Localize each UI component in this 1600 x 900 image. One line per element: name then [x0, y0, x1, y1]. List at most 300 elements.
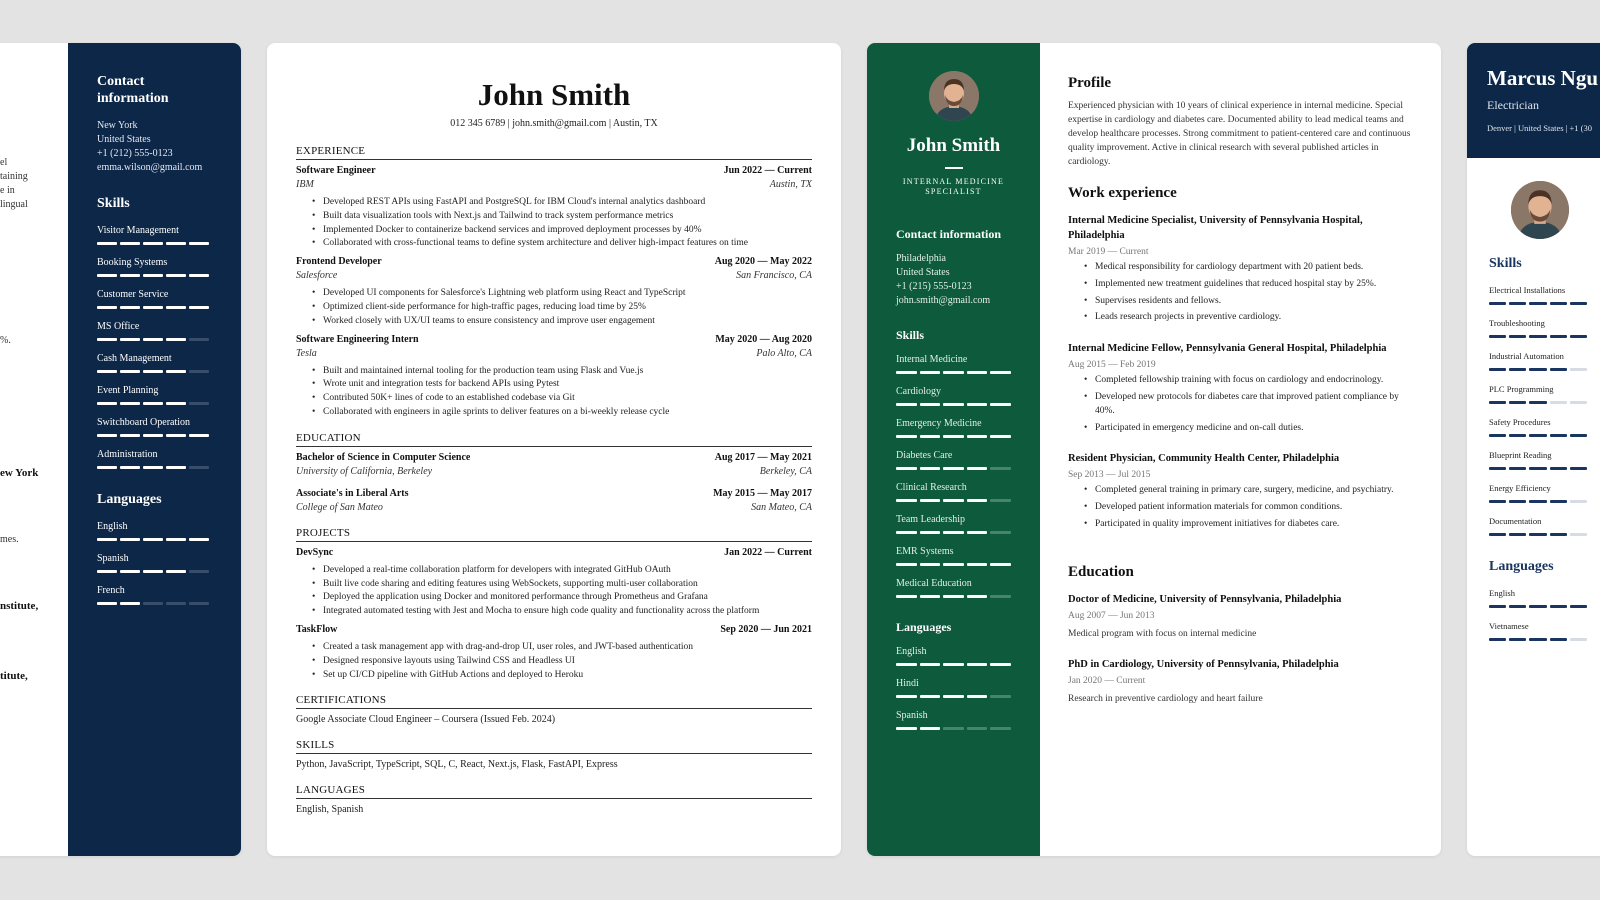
education-heading: EDUCATION [296, 431, 812, 447]
text-fragment: %. [0, 335, 11, 346]
skill-level-segment [967, 531, 988, 534]
skill-level-segment [143, 370, 163, 373]
skill-item [896, 481, 1011, 502]
skill-level-segment [1529, 302, 1546, 305]
bullet-item: • Collaborated with cross-functional teams to define system architecture and deliver high-impact features on time [296, 237, 812, 251]
skill-level-segment [1550, 335, 1567, 338]
contact-line: New York [97, 120, 138, 131]
job-location: San Francisco, CA [736, 270, 812, 282]
skill-level-segment [920, 371, 941, 374]
job-header [296, 164, 812, 178]
skill-level-bar [1489, 434, 1587, 437]
education-description: Research in preventive cardiology and heart failure [1068, 693, 1263, 704]
skill-level-segment [1489, 401, 1506, 404]
resume-body [1467, 181, 1600, 641]
job-company: Tesla [296, 347, 317, 359]
text-fragment: el [0, 157, 8, 168]
contact-line: +1 (215) 555-0123 [896, 280, 972, 292]
skill-level-segment [1509, 500, 1526, 503]
skill-level-segment [97, 370, 117, 373]
job-dates: May 2020 — Aug 2020 [715, 333, 812, 345]
skill-level-segment [120, 570, 140, 573]
skill-level-segment [896, 371, 917, 374]
experience-list [296, 164, 812, 420]
skill-level-segment [166, 466, 186, 469]
experience-heading: EXPERIENCE [296, 144, 812, 160]
skill-level-segment [143, 466, 163, 469]
text-fragment: mes. [0, 534, 19, 545]
skill-level-segment [943, 695, 964, 698]
skill-item [1489, 351, 1600, 371]
bullet-item: • Participated in emergency medicine and on-call duties. [1068, 422, 1413, 436]
skill-level-segment [967, 371, 988, 374]
skill-item [97, 520, 213, 541]
skill-level-bar [97, 570, 209, 573]
skill-level-segment [1550, 467, 1567, 470]
job-title: Internal Medicine Fellow, Pennsylvania General Hospital, Philadelphia [1068, 343, 1387, 355]
bullet-item: • Completed fellowship training with focus on cardiology and endocrinology. [1068, 374, 1413, 388]
job-subheader [296, 347, 812, 361]
skill-level-segment [990, 663, 1011, 666]
school-name: College of San Mateo [296, 501, 383, 513]
skill-level-segment [1489, 434, 1506, 437]
skill-item [896, 353, 1011, 374]
skill-level-segment [1570, 434, 1587, 437]
skill-level-segment [1489, 335, 1506, 338]
skill-level-bar [1489, 335, 1587, 338]
skill-name: Safety Procedures [1489, 417, 1551, 427]
skill-name: Visitor Management [97, 225, 179, 236]
skill-item [1489, 516, 1600, 536]
avatar [929, 71, 979, 121]
bullet-item: • Optimized client-side performance for high-traffic pages, reducing load time by 25% [296, 301, 812, 315]
bullet-item: • Built data visualization tools with Next.js and Tailwind to track system performance metrics [296, 210, 812, 224]
text-fragment: nstitute, [0, 600, 39, 612]
resume-name: John Smith [906, 135, 1001, 156]
text-fragment: lingual [0, 199, 28, 210]
education-header [296, 487, 812, 501]
resume-card-john-physician[interactable] [867, 43, 1441, 856]
skills-heading: SKILLS [296, 738, 812, 754]
skill-name: Hindi [896, 677, 919, 689]
skill-level-bar [896, 595, 1011, 598]
skill-name: Booking Systems [97, 257, 168, 268]
certifications-text: Google Associate Cloud Engineer – Coursera (Issued Feb. 2024) [296, 714, 556, 726]
skill-level-segment [920, 403, 941, 406]
skill-level-bar [896, 531, 1011, 534]
contact-line: emma.wilson@gmail.com [97, 162, 203, 173]
skill-level-segment [189, 402, 209, 405]
skill-level-bar [1489, 467, 1587, 470]
skill-level-segment [967, 727, 988, 730]
degree-name: Associate's in Liberal Arts [296, 487, 409, 499]
skill-level-bar [896, 371, 1011, 374]
skill-level-segment [896, 563, 917, 566]
degree-name: Bachelor of Science in Computer Science [296, 451, 471, 463]
contact-block [896, 252, 1011, 308]
bullet-item: • Developed REST APIs using FastAPI and PostgreSQL for IBM Cloud's internal analytics dashboard [296, 196, 812, 210]
skill-level-segment [1570, 335, 1587, 338]
skill-level-segment [1529, 401, 1546, 404]
job-bullets [296, 287, 812, 328]
education-subheader [296, 465, 812, 479]
skill-level-segment [1529, 467, 1546, 470]
skill-level-segment [967, 563, 988, 566]
skill-level-bar [97, 538, 209, 541]
skill-level-segment [1570, 368, 1587, 371]
resume-main [1068, 43, 1413, 706]
bullet-item: • Developed UI components for Salesforce's Lightning web platform using React and TypeScript [296, 287, 812, 301]
skill-level-segment [1529, 335, 1546, 338]
work-list [1068, 213, 1413, 532]
contact-line: United States [896, 266, 950, 278]
resume-sidebar [867, 43, 1040, 856]
skill-level-segment [1529, 368, 1546, 371]
skill-level-segment [943, 663, 964, 666]
skill-level-segment [1570, 401, 1587, 404]
skill-level-segment [189, 434, 209, 437]
skill-name: Electrical Installations [1489, 285, 1566, 295]
skill-level-bar [97, 402, 209, 405]
skill-name: Blueprint Reading [1489, 450, 1552, 460]
skill-item [896, 385, 1011, 406]
bullet-item: • Completed general training in primary care, surgery, medicine, and psychiatry. [1068, 484, 1413, 498]
job-location: Austin, TX [769, 179, 812, 190]
project-bullets [296, 564, 812, 619]
skill-level-segment [1509, 434, 1526, 437]
skill-level-segment [1489, 368, 1506, 371]
skill-level-segment [1509, 335, 1526, 338]
skill-level-segment [990, 695, 1011, 698]
skill-item [97, 352, 213, 373]
skill-level-segment [990, 563, 1011, 566]
skill-level-segment [896, 403, 917, 406]
bullet-item: • Deployed the application using Docker and monitored performance through Prometheus and Grafana [296, 591, 812, 605]
skill-level-segment [1550, 434, 1567, 437]
bullet-item: • Created a task management app with drag-and-drop UI, user roles, and JWT-based authentication [296, 641, 812, 655]
resume-title: INTERNAL MEDICINE SPECIALIST [902, 176, 1005, 196]
job-dates: Mar 2019 — Current [1068, 247, 1149, 257]
education-list [1068, 592, 1413, 706]
skill-name: Administration [97, 449, 158, 460]
skill-level-segment [990, 467, 1011, 470]
bullet-item: • Built and maintained internal tooling for the production team using Flask and Vue.js [296, 365, 812, 379]
skill-level-bar [896, 563, 1011, 566]
skill-level-segment [97, 570, 117, 573]
skill-level-segment [120, 434, 140, 437]
skill-level-segment [1570, 605, 1587, 608]
skill-level-bar [896, 727, 1011, 730]
skill-level-segment [1570, 467, 1587, 470]
profile-text: Experienced physician with 10 years of clinical experience in internal medicine. Special expertise in cardiology and diabetes care. Documented ability to lead medical teams and develop healthcare processes. Strong commitment to patient-centered care and continuous quality improvement. Active in clinical research with several published articles in cardiology. [1068, 101, 1411, 167]
skill-name: Industrial Automation [1489, 351, 1564, 361]
skill-name: Energy Efficiency [1489, 483, 1551, 493]
skills-heading: Skills [1489, 256, 1522, 271]
skill-level-segment [920, 595, 941, 598]
skill-level-segment [1529, 434, 1546, 437]
skill-level-segment [967, 403, 988, 406]
skill-level-segment [143, 338, 163, 341]
skill-level-bar [896, 467, 1011, 470]
project-bullets [296, 641, 812, 682]
skill-level-segment [1550, 533, 1567, 536]
skill-name: Documentation [1489, 516, 1542, 526]
skill-level-segment [143, 242, 163, 245]
skill-level-bar [896, 663, 1011, 666]
skill-level-segment [97, 402, 117, 405]
skill-level-segment [990, 727, 1011, 730]
education-header [296, 451, 812, 465]
skill-level-segment [97, 538, 117, 541]
education-description: Medical program with focus on internal medicine [1068, 628, 1257, 639]
skill-level-segment [896, 499, 917, 502]
project-dates: Jan 2022 — Current [724, 546, 812, 558]
skill-level-segment [1489, 605, 1506, 608]
skill-level-segment [189, 274, 209, 277]
skill-level-segment [189, 538, 209, 541]
skill-level-segment [943, 467, 964, 470]
skill-name: Cash Management [97, 353, 172, 364]
job-dates: Jun 2022 — Current [723, 165, 812, 176]
skill-level-segment [990, 499, 1011, 502]
skill-level-segment [967, 595, 988, 598]
skill-item [1489, 621, 1600, 641]
skill-item [1489, 483, 1600, 503]
education-dates: Aug 2017 — May 2021 [714, 451, 812, 463]
skills-list [97, 224, 213, 469]
education-list [296, 451, 812, 515]
resume-main-fragment [0, 43, 68, 856]
skill-level-segment [1509, 467, 1526, 470]
projects-list [296, 546, 812, 683]
skill-level-segment [189, 242, 209, 245]
bullet-item: • Contributed 50K+ lines of code to an established codebase via Git [296, 392, 812, 406]
skill-level-segment [943, 403, 964, 406]
skill-level-segment [896, 467, 917, 470]
skills-list [1489, 285, 1600, 536]
skill-level-segment [97, 338, 117, 341]
languages-heading: Languages [97, 492, 162, 507]
skill-item [896, 645, 1011, 666]
contact-line: +1 (212) 555-0123 [97, 148, 173, 159]
job-bullets [1068, 484, 1413, 531]
skill-level-segment [97, 466, 117, 469]
skill-level-segment [1550, 368, 1567, 371]
job-location: Palo Alto, CA [756, 347, 812, 359]
skill-name: MS Office [97, 321, 140, 332]
bullet-item: • Participated in quality improvement initiatives for diabetes care. [1068, 518, 1413, 532]
job-subheader [296, 269, 812, 283]
skill-name: Medical Education [896, 577, 972, 589]
skill-level-bar [1489, 302, 1587, 305]
skill-level-segment [1509, 605, 1526, 608]
skill-level-segment [896, 663, 917, 666]
skill-item [1489, 450, 1600, 470]
job-dates: Aug 2020 — May 2022 [714, 256, 812, 268]
skill-name: English [1489, 588, 1515, 598]
skill-name: Emergency Medicine [896, 417, 982, 429]
bullet-item: • Integrated automated testing with Jest and Mocha to ensure high code quality and functionality across the platform [296, 605, 812, 619]
skill-level-bar [97, 602, 209, 605]
skill-level-segment [1489, 467, 1506, 470]
skill-level-segment [896, 435, 917, 438]
job-bullets [1068, 261, 1413, 325]
skill-level-segment [943, 435, 964, 438]
degree-name: Doctor of Medicine, University of Pennsylvania, Philadelphia [1068, 593, 1342, 605]
certifications-heading: CERTIFICATIONS [296, 693, 812, 709]
skills-list [896, 353, 1011, 598]
project-name: TaskFlow [296, 623, 338, 635]
resume-card-emma[interactable] [0, 43, 241, 856]
skill-level-segment [1509, 533, 1526, 536]
skill-name: EMR Systems [896, 545, 954, 557]
text-fragment: e in [0, 185, 15, 196]
skill-level-segment [1529, 533, 1546, 536]
skill-name: Switchboard Operation [97, 417, 191, 428]
skill-level-segment [943, 531, 964, 534]
skill-level-segment [120, 538, 140, 541]
languages-list [97, 520, 213, 605]
bullet-item: • Designed responsive layouts using Tailwind CSS and Headless UI [296, 655, 812, 669]
skill-item [896, 577, 1011, 598]
job-bullets [296, 196, 812, 251]
skill-item [1489, 285, 1600, 305]
resume-contact: Denver | United States | +1 (30 [1487, 123, 1592, 133]
skill-level-segment [189, 602, 209, 605]
skill-level-segment [166, 306, 186, 309]
skill-item [896, 545, 1011, 566]
skill-level-segment [143, 274, 163, 277]
skill-level-segment [920, 435, 941, 438]
skill-level-segment [120, 338, 140, 341]
skill-item [1489, 318, 1600, 338]
school-location: Berkeley, CA [759, 465, 812, 477]
name-divider [945, 167, 963, 169]
skill-level-segment [1570, 500, 1587, 503]
skill-level-segment [1489, 533, 1506, 536]
skill-name: English [97, 521, 128, 532]
skill-item [97, 320, 213, 341]
skill-level-segment [943, 563, 964, 566]
contact-heading: Contact information [97, 74, 169, 106]
bullet-item: • Implemented Docker to containerize backend services and improved deployment processes by 40% [296, 224, 812, 238]
skill-item [896, 513, 1011, 534]
resume-role: Electrician [1487, 98, 1539, 112]
languages-heading: Languages [1489, 559, 1554, 574]
skill-level-segment [143, 538, 163, 541]
skill-level-bar [1489, 533, 1587, 536]
skill-level-bar [97, 370, 209, 373]
skill-level-segment [920, 499, 941, 502]
resume-name: Marcus Ngu [1487, 66, 1599, 90]
skill-level-segment [943, 371, 964, 374]
skill-level-segment [990, 403, 1011, 406]
portrait-icon [929, 71, 979, 121]
job-header [296, 255, 812, 269]
skill-level-bar [97, 466, 209, 469]
languages-heading: Languages [896, 619, 952, 634]
education-heading: Education [1068, 563, 1134, 580]
skill-name: French [97, 585, 125, 596]
skill-level-segment [920, 695, 941, 698]
skill-level-segment [967, 467, 988, 470]
languages-text: English, Spanish [296, 804, 364, 816]
languages-list [1489, 588, 1600, 641]
skill-name: Clinical Research [896, 481, 967, 493]
education-subheader [296, 501, 812, 515]
work-heading: Work experience [1068, 185, 1177, 201]
skill-item [97, 288, 213, 309]
skill-level-segment [1550, 302, 1567, 305]
skill-level-bar [97, 434, 209, 437]
skill-level-segment [920, 727, 941, 730]
skill-name: Customer Service [97, 289, 169, 300]
resume-card-marcus[interactable] [1467, 43, 1600, 856]
skill-level-segment [943, 499, 964, 502]
skill-level-segment [920, 563, 941, 566]
languages-list [896, 645, 1011, 730]
skill-level-segment [920, 467, 941, 470]
education-dates: May 2015 — May 2017 [713, 487, 812, 499]
bullet-item: • Worked closely with UX/UI teams to ensure consistency and improve user engagement [296, 315, 812, 329]
skill-name: PLC Programming [1489, 384, 1554, 394]
skill-level-segment [166, 538, 186, 541]
skill-level-segment [967, 695, 988, 698]
skill-level-segment [143, 602, 163, 605]
skill-level-segment [1529, 500, 1546, 503]
skill-level-segment [920, 663, 941, 666]
skill-item [97, 584, 213, 605]
skills-text: Python, JavaScript, TypeScript, SQL, C, React, Next.js, Flask, FastAPI, Express [296, 759, 618, 771]
bullet-item: • Developed new protocols for diabetes care that improved patient compliance by 40%. [1068, 391, 1413, 419]
skill-level-segment [1550, 605, 1567, 608]
skill-level-segment [1550, 500, 1567, 503]
skill-level-segment [189, 306, 209, 309]
bullet-item: • Supervises residents and fellows. [1068, 295, 1413, 309]
skill-level-segment [896, 695, 917, 698]
text-fragment: ew York [0, 467, 39, 479]
skill-item [97, 416, 213, 437]
skill-level-segment [166, 602, 186, 605]
resume-card-john-engineer[interactable] [267, 43, 841, 856]
skill-item [896, 709, 1011, 730]
skill-level-segment [1509, 368, 1526, 371]
job-dates: Aug 2015 — Feb 2019 [1068, 360, 1156, 371]
skill-level-segment [967, 663, 988, 666]
job-dates: Sep 2013 — Jul 2015 [1068, 470, 1151, 481]
skill-item [97, 552, 213, 573]
skill-level-segment [896, 727, 917, 730]
job-subheader [296, 178, 812, 192]
skill-level-bar [1489, 638, 1587, 641]
skill-level-segment [97, 434, 117, 437]
skill-level-segment [943, 595, 964, 598]
skill-level-bar [1489, 605, 1587, 608]
skill-level-segment [143, 306, 163, 309]
education-dates: Jan 2020 — Current [1068, 675, 1146, 686]
job-title: Internal Medicine Specialist, University of Pennsylvania Hospital, Philadelphia [1068, 215, 1363, 241]
job-company: IBM [296, 179, 314, 190]
text-fragment: titute, [0, 670, 28, 682]
bullet-item: • Medical responsibility for cardiology department with 20 patient beds. [1068, 261, 1413, 275]
contact-line: Philadelphia [896, 252, 946, 264]
skill-level-segment [1509, 302, 1526, 305]
skill-level-segment [1570, 533, 1587, 536]
skill-level-segment [1529, 605, 1546, 608]
portrait-icon [1511, 181, 1569, 239]
skill-level-segment [120, 274, 140, 277]
skill-level-segment [920, 531, 941, 534]
